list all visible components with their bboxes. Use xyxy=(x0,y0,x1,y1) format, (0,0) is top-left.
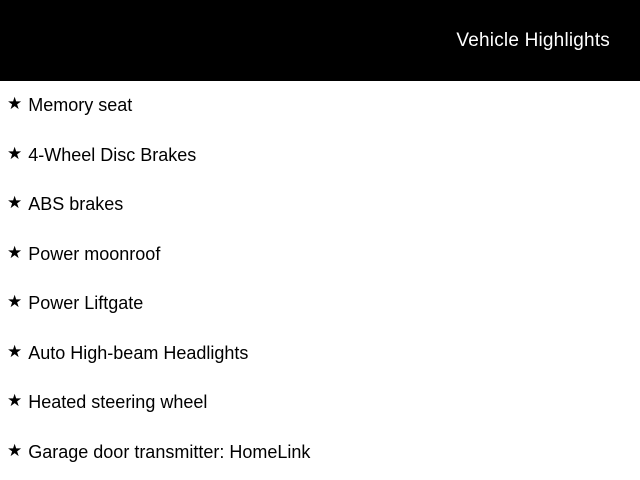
highlights-list xyxy=(0,81,640,477)
list-item xyxy=(0,279,640,329)
star-icon: ★ xyxy=(7,292,23,313)
list-item xyxy=(0,180,640,230)
star-icon: ★ xyxy=(7,94,23,115)
header-bar xyxy=(0,0,640,81)
list-item-label: 4-Wheel Disc Brakes xyxy=(28,144,197,165)
list-item xyxy=(0,329,640,379)
list-item-label: Memory seat xyxy=(28,95,133,116)
page-title: Vehicle Highlights xyxy=(456,29,610,51)
list-item-label: Heated steering wheel xyxy=(28,392,208,413)
star-icon: ★ xyxy=(7,341,23,362)
star-icon: ★ xyxy=(7,193,23,214)
list-item-label: Auto High-beam Headlights xyxy=(28,342,249,363)
list-item xyxy=(0,131,640,181)
list-item xyxy=(0,428,640,478)
list-item-label: ABS brakes xyxy=(28,194,124,215)
list-item-label: Garage door transmitter: HomeLink xyxy=(28,441,311,462)
star-icon: ★ xyxy=(7,242,23,263)
list-item xyxy=(0,378,640,428)
star-icon: ★ xyxy=(7,143,23,164)
star-icon: ★ xyxy=(7,440,23,461)
list-item xyxy=(0,230,640,280)
list-item-label: Power moonroof xyxy=(28,243,161,264)
list-item xyxy=(0,81,640,131)
list-item-label: Power Liftgate xyxy=(28,293,144,314)
star-icon: ★ xyxy=(7,391,23,412)
